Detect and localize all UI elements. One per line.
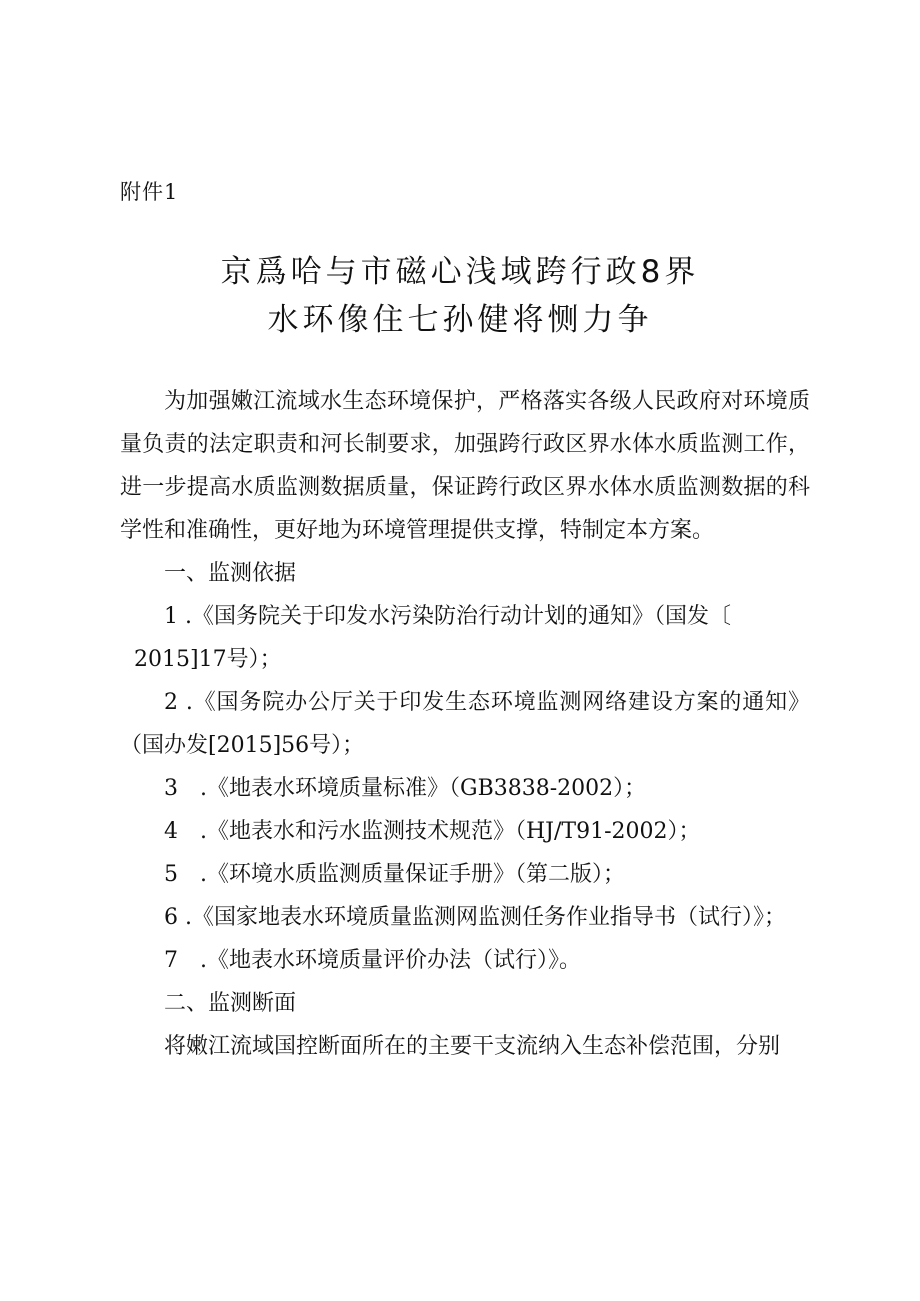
basis-item-5: 5 .《环境水质监测质量保证手册》（第二版）； [164,862,625,887]
basis-item-1: 1 .《国务院关于印发水污染防治行动计划的通知》（国发〔 [164,604,731,629]
basis-item-1-continued: 2015]17号）； [134,647,282,672]
document-title-line-1: 京爲哈与市磁心浅域跨行政8界 [220,254,700,290]
section-heading-sections: 二、监测断面 [164,991,297,1016]
document-title-line-2: 水环像住七孙健将恻力争 [267,302,653,338]
basis-item-6: 6 .《国家地表水环境质量监测网监测任务作业指导书（试行）》； [164,905,786,930]
basis-item-4: 4 .《地表水和污水监测技术规范》（HJ/T91-2002）； [164,819,701,844]
basis-item-2: 2 .《国务院办公厅关于印发生态环境监测网络建设方案的通知》（国办发[2015]56号）； [120,690,810,758]
sections-paragraph: 将嫩江流域国控断面所在的主要干支流纳入生态补偿范围，分别 [164,1034,781,1059]
basis-item-7: 7 .《地表水环境质量评价办法（试行）》。 [164,948,581,973]
section-heading-basis: 一、监测依据 [164,561,297,586]
attachment-label: 附件1 [120,180,179,204]
basis-item-3: 3 .《地表水环境质量标准》（GB3838-2002）； [164,776,647,801]
intro-paragraph: 为加强嫩江流域水生态环境保护，严格落实各级人民政府对环境质量负责的法定职责和河长制要求，加强跨行政区界水体水质监测工作，进一步提高水质监测数据质量，保证跨行政区界水体水质监测数据的科学性和准确性，更好地为环境管理提供支撑，特制定本方案。 [120,389,810,543]
document-body [120,380,810,1068]
